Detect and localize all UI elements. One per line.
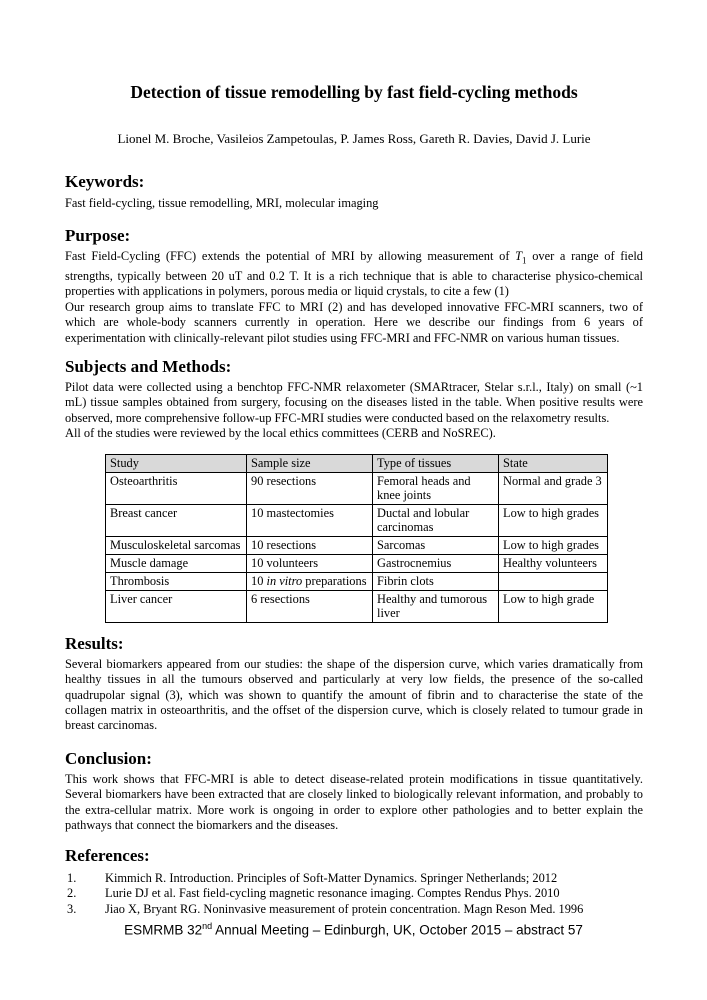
table-row [106, 572, 608, 590]
table-cell-tissues: Sarcomas [373, 536, 499, 554]
reference-item [65, 886, 643, 902]
table-cell-state [499, 572, 608, 590]
t1-symbol: T [515, 249, 523, 264]
table-cell-sample [247, 572, 373, 590]
table-cell-tissues: Gastrocnemius [373, 554, 499, 572]
table-cell-tissues: Ductal and lobular carcinomas [373, 504, 499, 536]
footer-pre: ESMRMB 32 [124, 922, 203, 938]
sample-italic: in vitro [266, 573, 303, 588]
table-cell-study: Thrombosis [106, 572, 247, 590]
table-row [106, 536, 608, 554]
reference-text: Lurie DJ et al. Fast field-cycling magnetic resonance imaging. Comptes Rendus Phys. 2010 [105, 886, 560, 901]
table-cell-sample: 10 resections [247, 536, 373, 554]
table-row [106, 472, 608, 504]
reference-item [65, 871, 643, 887]
conclusion-heading: Conclusion: [65, 748, 152, 768]
results-heading: Results: [65, 633, 124, 653]
table-header-state: State [499, 454, 608, 472]
table-cell-state: Normal and grade 3 [499, 472, 608, 504]
sample-post: preparations [302, 573, 367, 588]
methods-paragraph-2: All of the studies were reviewed by the local ethics committees (CERB and NoSREC). [65, 426, 496, 441]
table-cell-study: Liver cancer [106, 590, 247, 622]
studies-table [105, 454, 608, 623]
reference-number: 3. [67, 901, 77, 916]
reference-text: Jiao X, Bryant RG. Noninvasive measurement of protein concentration. Magn Reson Med. 1996 [105, 901, 584, 916]
table-row [106, 504, 608, 536]
table-header-row [106, 454, 608, 472]
keywords-text: Fast field-cycling, tissue remodelling, MRI, molecular imaging [65, 195, 379, 210]
purpose-p1-pre: Fast Field-Cycling (FFC) extends the potential of MRI by allowing measurement of [65, 249, 516, 264]
reference-item [65, 902, 643, 918]
table-cell-sample: 90 resections [247, 472, 373, 504]
footer-ordinal-superscript: nd [202, 921, 213, 931]
references-list [65, 871, 643, 918]
table-cell-study: Muscle damage [106, 554, 247, 572]
footer-text [0, 921, 707, 938]
methods-heading: Subjects and Methods: [65, 356, 232, 376]
reference-number: 1. [67, 870, 77, 885]
table-cell-state: Healthy volunteers [499, 554, 608, 572]
table-row [106, 590, 608, 622]
table-cell-sample: 6 resections [247, 590, 373, 622]
sample-pre: 10 [251, 573, 267, 588]
purpose-paragraph-1 [65, 249, 643, 300]
table-cell-sample: 10 volunteers [247, 554, 373, 572]
table-cell-state: Low to high grades [499, 504, 608, 536]
table-header-sample-size: Sample size [247, 454, 373, 472]
table-header-study: Study [106, 454, 247, 472]
table-cell-state: Low to high grade [499, 590, 608, 622]
reference-text: Kimmich R. Introduction. Principles of Soft-Matter Dynamics. Springer Netherlands; 2012 [105, 870, 558, 885]
footer-post: Annual Meeting – Edinburgh, UK, October 2015 – abstract 57 [212, 922, 583, 938]
t1-subscript: 1 [522, 255, 527, 266]
authors-line: Lionel M. Broche, Vasileios Zampetoulas, P. James Ross, Gareth R. Davies, David J. Lurie [117, 130, 591, 146]
paper-title: Detection of tissue remodelling by fast field-cycling methods [130, 82, 578, 102]
table-cell-tissues: Fibrin clots [373, 572, 499, 590]
purpose-p1-post: over a range of field strengths, typically between 20 uT and 0.2 T. It is a rich technique that is able to characterise physico-chemical properties with applications in polymers, porous media or liquid crystals, to cite a few (1) [65, 249, 643, 299]
purpose-paragraph-2: Our research group aims to translate FFC to MRI (2) and has developed innovative FFC-MRI scanners, two of which are whole-body scanners currently in operation. Here we describe our findings from 6 years of experimentation with clinically-relevant pilot studies using FFC-MRI and FFC-NMR on various human tissues. [65, 299, 643, 345]
conclusion-paragraph: This work shows that FFC-MRI is able to detect disease-related protein modifications in tissue quantitatively. Several biomarkers have been extracted that are closely linked to biologically relevant information, and probably to the extra-cellular matrix. More work is ongoing in order to explore other pathologies and to better explain the pathways that connect the biomarkers and the diseases. [65, 771, 643, 833]
keywords-heading: Keywords: [65, 172, 145, 192]
table-cell-tissues: Femoral heads and knee joints [373, 472, 499, 504]
table-cell-study: Musculoskeletal sarcomas [106, 536, 247, 554]
table-cell-study: Breast cancer [106, 504, 247, 536]
results-paragraph: Several biomarkers appeared from our studies: the shape of the dispersion curve, which varies dramatically from healthy tissues in all the tumours observed and particularly at very low fields, the presence of the so-called quadrupolar signal (3), which was shown to quantify the amount of fibrin and to characterise the state of the collagen matrix in osteoarthritis, and the offset of the dispersion curve, which is closely related to tumour grade in breast carcinomas. [65, 656, 643, 733]
references-heading: References: [65, 845, 150, 865]
reference-number: 2. [67, 886, 77, 901]
table-header-type-of-tissues: Type of tissues [373, 454, 499, 472]
table-cell-tissues: Healthy and tumorous liver [373, 590, 499, 622]
table-row [106, 554, 608, 572]
methods-paragraph-1: Pilot data were collected using a benchtop FFC-NMR relaxometer (SMARtracer, Stelar s.r.l., Italy) on small (~1 mL) tissue samples obtained from surgery, focusing on the diseases listed in the table. When positive results were observed, more comprehensive follow-up FFC-MRI studies were conducted based on the relaxometry results. [65, 380, 643, 425]
table-cell-state: Low to high grades [499, 536, 608, 554]
table-cell-sample: 10 mastectomies [247, 504, 373, 536]
purpose-heading: Purpose: [65, 225, 131, 245]
table-cell-study: Osteoarthritis [106, 472, 247, 504]
